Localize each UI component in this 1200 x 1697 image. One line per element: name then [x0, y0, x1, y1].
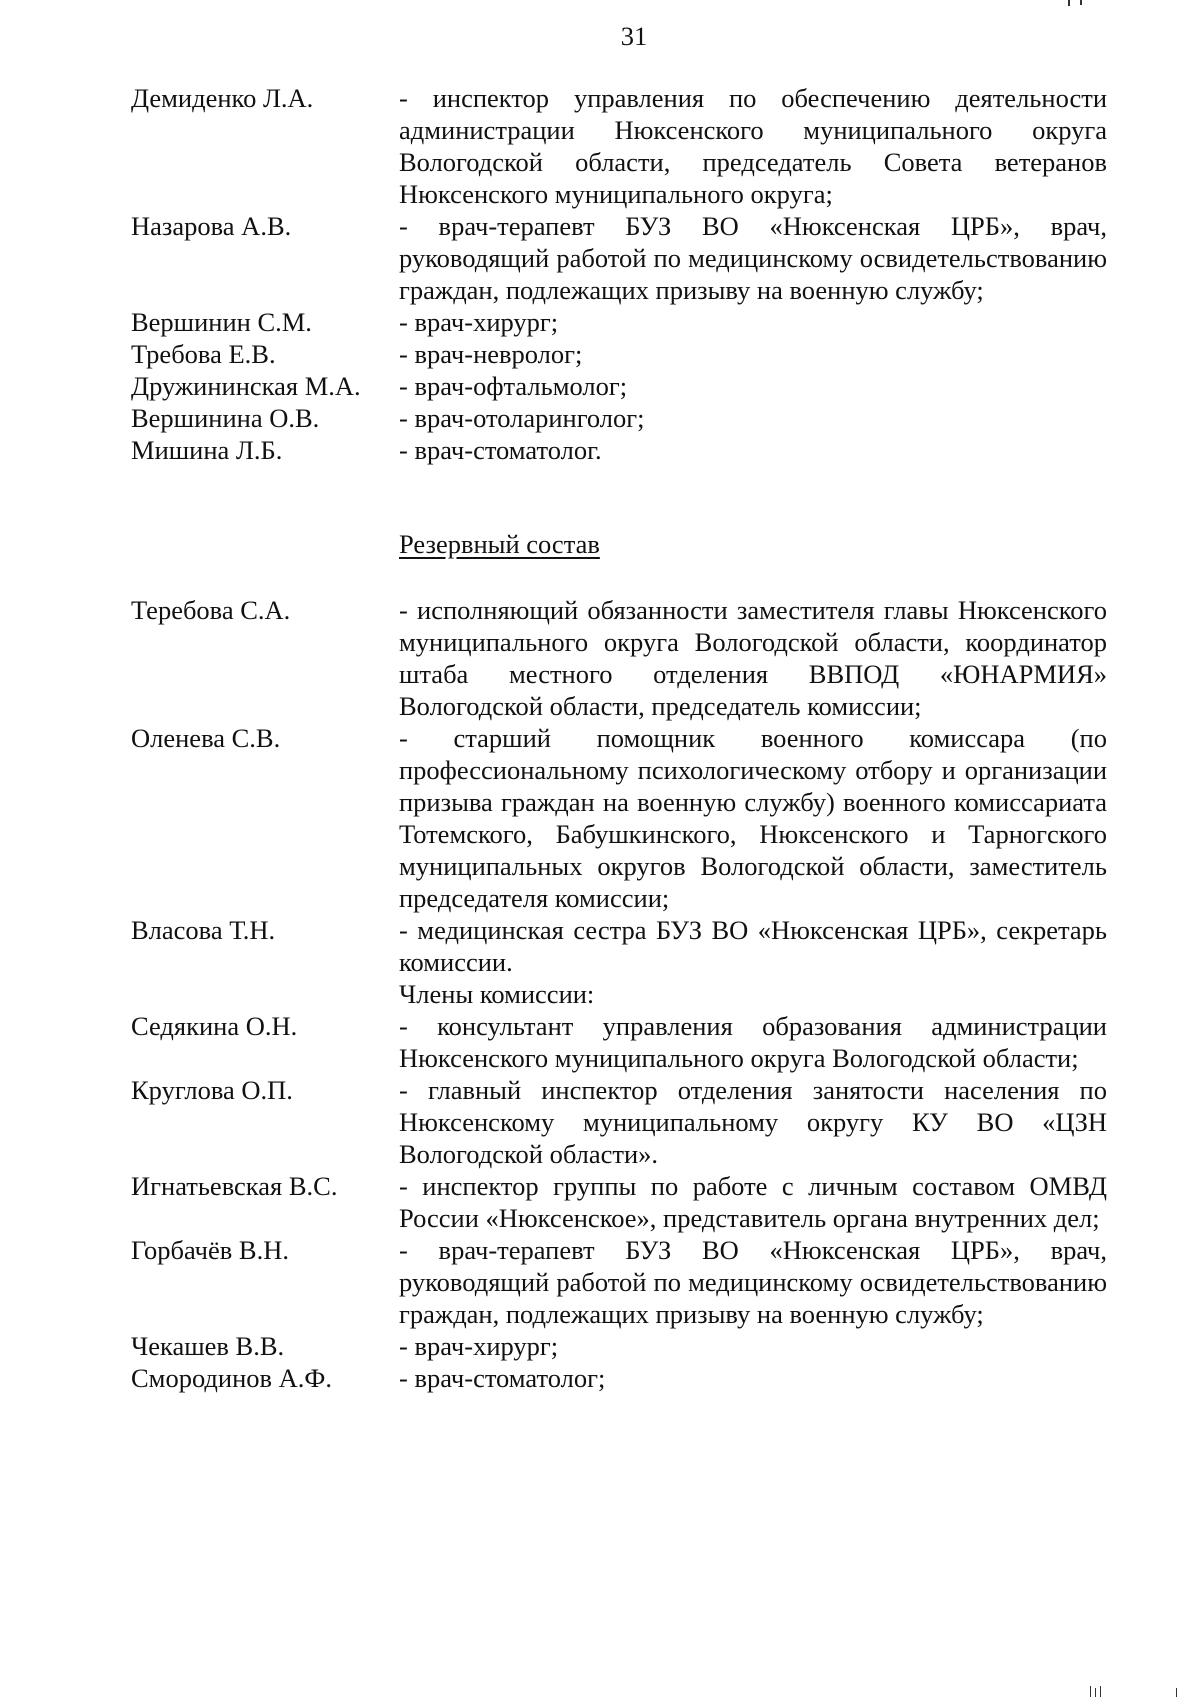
member-entry: [131, 434, 1107, 466]
member-role: - врач-невролог;: [399, 339, 583, 369]
member-role: - врач-офтальмолог;: [399, 371, 628, 401]
member-entry: [131, 914, 1107, 978]
member-entry: [131, 82, 1107, 210]
member-name: Власова Т.Н.: [131, 915, 276, 945]
member-role: - врач-стоматолог.: [399, 435, 602, 465]
page-number: 31: [620, 21, 648, 51]
member-name: Круглова О.П.: [131, 1075, 293, 1105]
member-role: - врач-хирург;: [399, 1331, 559, 1361]
scan-mark: [1176, 1688, 1177, 1697]
member-role: - медицинская сестра БУЗ ВО «Нюксенская ЦРБ», секретарь комиссии.: [399, 915, 1107, 977]
member-role: - врач-хирург;: [399, 307, 559, 337]
member-entry: [131, 306, 1107, 338]
member-name: Теребова С.А.: [131, 595, 291, 625]
reserve-members-list: [131, 594, 1107, 1394]
member-entry: [131, 1170, 1107, 1234]
member-name: Вершинина О.В.: [131, 403, 320, 433]
member-name: Мишина Л.Б.: [131, 435, 283, 465]
member-name: Демиденко Л.А.: [131, 83, 314, 113]
member-name: Седякина О.Н.: [131, 1011, 298, 1041]
member-role: - инспектор группы по работе с личным составом ОМВД России «Нюксенское», представитель органа внутренних дел;: [399, 1171, 1107, 1233]
scan-mark: [1068, 0, 1070, 6]
member-entry: [131, 402, 1107, 434]
member-name: Требова Е.В.: [131, 339, 276, 369]
member-entry: [131, 1234, 1107, 1330]
member-entry: [131, 210, 1107, 306]
member-entry: [131, 370, 1107, 402]
member-entry: [131, 1330, 1107, 1362]
member-name: Игнатьевская В.С.: [131, 1171, 338, 1201]
scan-mark: [1080, 0, 1082, 5]
member-role: - главный инспектор отделения занятости населения по Нюксенскому муниципальному округу КУ ВО «ЦЗН Вологодской области».: [399, 1075, 1107, 1169]
member-entry: [131, 1362, 1107, 1394]
member-role: - консультант управления образования администрации Нюксенского муниципального округа Вологодской области;: [399, 1011, 1107, 1073]
member-name: Оленева С.В.: [131, 723, 281, 753]
member-entry: [131, 1074, 1107, 1170]
member-name: Назарова А.В.: [131, 211, 292, 241]
member-role: - врач-стоматолог;: [399, 1363, 606, 1393]
member-name: Горбачёв В.Н.: [131, 1235, 289, 1265]
member-role: - врач-терапевт БУЗ ВО «Нюксенская ЦРБ», врач, руководящий работой по медицинскому освидетельствованию граждан, подлежащих призыву на военную службу;: [399, 1235, 1107, 1329]
member-role: - старший помощник военного комиссара (по профессиональному психологическому отбору и организации призыва граждан на военную службу) военного комиссариата Тотемского, Бабушкинского, Нюксенского и Тарногского муниципальных округов Вологодской области, заместитель председателя комиссии;: [399, 723, 1107, 913]
member-role: - исполняющий обязанности заместителя главы Нюксенского муниципального округа Вологодской области, координатор штаба местного отделения ВВПОД «ЮНАРМИЯ» Вологодской области, председатель комиссии;: [399, 595, 1107, 721]
main-members-list: [131, 82, 1107, 466]
member-name: Смородинов А.Ф.: [131, 1363, 332, 1393]
scan-mark: [1090, 1686, 1091, 1697]
member-role: - врач-терапевт БУЗ ВО «Нюксенская ЦРБ», врач, руководящий работой по медицинскому освидетельствованию граждан, подлежащих призыву на военную службу;: [399, 211, 1107, 305]
member-entry: [131, 722, 1107, 914]
member-entry: [131, 594, 1107, 722]
member-name: [131, 978, 399, 1010]
scan-mark: [1100, 1686, 1101, 1697]
member-entry: [131, 1010, 1107, 1074]
member-role: - инспектор управления по обеспечению деятельности администрации Нюксенского муниципального округа Вологодской области, председатель Совета ветеранов Нюксенского муниципального округа;: [399, 83, 1107, 209]
member-name: Дружининская М.А.: [131, 371, 361, 401]
scan-mark: [1095, 1688, 1096, 1697]
member-role: - врач-отоларинголог;: [399, 403, 645, 433]
member-name: Вершинин С.М.: [131, 307, 312, 337]
member-name: Чекашев В.В.: [131, 1331, 285, 1361]
reserve-section-heading: Резервный состав: [399, 529, 600, 559]
member-entry: [131, 338, 1107, 370]
members-subheading-entry: [131, 978, 1107, 1010]
members-subheading: Члены комиссии:: [399, 979, 595, 1009]
